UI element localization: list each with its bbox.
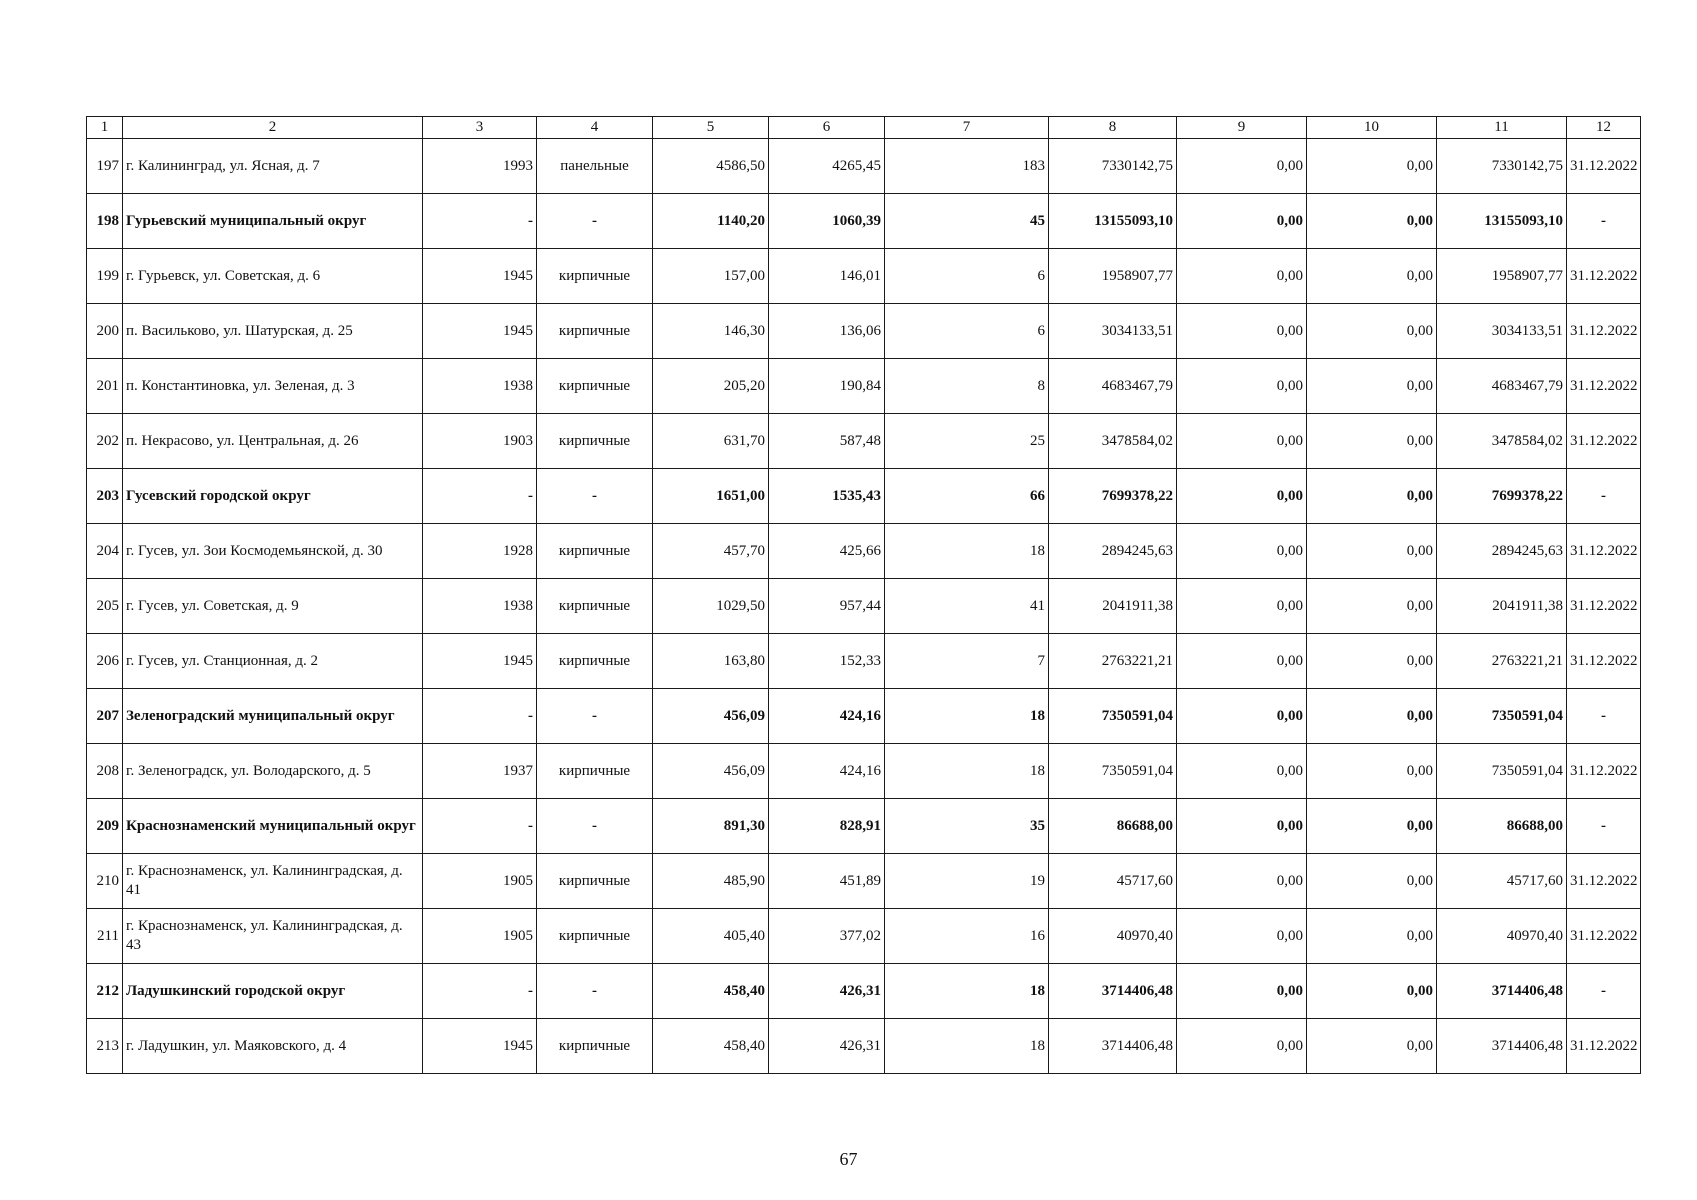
value-cell-col8: 7699378,22 — [1049, 469, 1177, 524]
year-cell: 1945 — [423, 249, 537, 304]
housing-register-table — [86, 116, 1641, 1074]
value-cell-col9: 0,00 — [1177, 634, 1307, 689]
value-cell-col6: 828,91 — [769, 799, 885, 854]
value-cell-col9: 0,00 — [1177, 359, 1307, 414]
page-number: 67 — [839, 1149, 858, 1169]
row-number-cell: 209 — [87, 799, 123, 854]
value-cell-col8: 3478584,02 — [1049, 414, 1177, 469]
value-cell-col11: 2041911,38 — [1437, 579, 1567, 634]
value-cell-col8: 2763221,21 — [1049, 634, 1177, 689]
table-row — [87, 634, 1641, 689]
value-cell-col8: 3034133,51 — [1049, 304, 1177, 359]
value-cell-col9: 0,00 — [1177, 744, 1307, 799]
wall-material-cell: - — [537, 689, 653, 744]
value-cell-col10: 0,00 — [1307, 194, 1437, 249]
value-cell-col9: 0,00 — [1177, 854, 1307, 909]
value-cell-col7: 18 — [885, 744, 1049, 799]
row-number-cell: 210 — [87, 854, 123, 909]
value-cell-col9: 0,00 — [1177, 469, 1307, 524]
address-cell: г. Ладушкин, ул. Маяковского, д. 4 — [123, 1019, 423, 1074]
year-cell: - — [423, 469, 537, 524]
value-cell-col8: 3714406,48 — [1049, 964, 1177, 1019]
row-number-cell: 199 — [87, 249, 123, 304]
value-cell-col10: 0,00 — [1307, 469, 1437, 524]
value-cell-col7: 7 — [885, 634, 1049, 689]
value-cell-col7: 6 — [885, 304, 1049, 359]
wall-material-cell: кирпичные — [537, 249, 653, 304]
value-cell-col7: 18 — [885, 964, 1049, 1019]
value-cell-col11: 3034133,51 — [1437, 304, 1567, 359]
row-number-cell: 213 — [87, 1019, 123, 1074]
value-cell-col11: 45717,60 — [1437, 854, 1567, 909]
year-cell: 1945 — [423, 1019, 537, 1074]
table-row — [87, 744, 1641, 799]
value-cell-col9: 0,00 — [1177, 414, 1307, 469]
column-header: 5 — [653, 117, 769, 139]
wall-material-cell: кирпичные — [537, 854, 653, 909]
column-header: 7 — [885, 117, 1049, 139]
value-cell-col7: 19 — [885, 854, 1049, 909]
row-number-cell: 208 — [87, 744, 123, 799]
value-cell-col7: 183 — [885, 139, 1049, 194]
value-cell-col8: 4683467,79 — [1049, 359, 1177, 414]
year-cell: 1937 — [423, 744, 537, 799]
table-subtotal-row — [87, 469, 1641, 524]
year-cell: - — [423, 194, 537, 249]
date-cell: 31.12.2022 — [1567, 359, 1641, 414]
value-cell-col6: 957,44 — [769, 579, 885, 634]
year-cell: - — [423, 799, 537, 854]
value-cell-col11: 86688,00 — [1437, 799, 1567, 854]
value-cell-col11: 3714406,48 — [1437, 964, 1567, 1019]
address-cell: п. Васильково, ул. Шатурская, д. 25 — [123, 304, 423, 359]
value-cell-col7: 66 — [885, 469, 1049, 524]
value-cell-col5: 1029,50 — [653, 579, 769, 634]
value-cell-col10: 0,00 — [1307, 304, 1437, 359]
value-cell-col8: 1958907,77 — [1049, 249, 1177, 304]
value-cell-col6: 146,01 — [769, 249, 885, 304]
date-cell: 31.12.2022 — [1567, 854, 1641, 909]
address-cell: Краснознаменский муниципальный округ — [123, 799, 423, 854]
value-cell-col10: 0,00 — [1307, 359, 1437, 414]
value-cell-col6: 377,02 — [769, 909, 885, 964]
value-cell-col9: 0,00 — [1177, 139, 1307, 194]
value-cell-col8: 7350591,04 — [1049, 689, 1177, 744]
row-number-cell: 201 — [87, 359, 123, 414]
value-cell-col5: 4586,50 — [653, 139, 769, 194]
year-cell: 1938 — [423, 579, 537, 634]
value-cell-col9: 0,00 — [1177, 909, 1307, 964]
value-cell-col6: 1535,43 — [769, 469, 885, 524]
value-cell-col6: 136,06 — [769, 304, 885, 359]
table-row — [87, 249, 1641, 304]
value-cell-col11: 4683467,79 — [1437, 359, 1567, 414]
value-cell-col7: 41 — [885, 579, 1049, 634]
value-cell-col5: 458,40 — [653, 1019, 769, 1074]
row-number-cell: 198 — [87, 194, 123, 249]
date-cell: 31.12.2022 — [1567, 304, 1641, 359]
date-cell: 31.12.2022 — [1567, 579, 1641, 634]
date-cell: - — [1567, 964, 1641, 1019]
value-cell-col10: 0,00 — [1307, 744, 1437, 799]
value-cell-col6: 451,89 — [769, 854, 885, 909]
column-header: 1 — [87, 117, 123, 139]
wall-material-cell: - — [537, 964, 653, 1019]
value-cell-col9: 0,00 — [1177, 304, 1307, 359]
column-number-header-row — [87, 117, 1641, 139]
wall-material-cell: кирпичные — [537, 359, 653, 414]
date-cell: 31.12.2022 — [1567, 139, 1641, 194]
date-cell: - — [1567, 689, 1641, 744]
year-cell: 1903 — [423, 414, 537, 469]
value-cell-col10: 0,00 — [1307, 249, 1437, 304]
date-cell: - — [1567, 469, 1641, 524]
value-cell-col7: 25 — [885, 414, 1049, 469]
value-cell-col9: 0,00 — [1177, 1019, 1307, 1074]
row-number-cell: 206 — [87, 634, 123, 689]
address-cell: г. Гусев, ул. Станционная, д. 2 — [123, 634, 423, 689]
year-cell: 1938 — [423, 359, 537, 414]
value-cell-col9: 0,00 — [1177, 524, 1307, 579]
row-number-cell: 200 — [87, 304, 123, 359]
value-cell-col6: 426,31 — [769, 964, 885, 1019]
date-cell: - — [1567, 799, 1641, 854]
value-cell-col8: 7330142,75 — [1049, 139, 1177, 194]
table-row — [87, 524, 1641, 579]
value-cell-col11: 2763221,21 — [1437, 634, 1567, 689]
value-cell-col5: 457,70 — [653, 524, 769, 579]
value-cell-col10: 0,00 — [1307, 964, 1437, 1019]
value-cell-col6: 424,16 — [769, 744, 885, 799]
wall-material-cell: - — [537, 194, 653, 249]
value-cell-col6: 4265,45 — [769, 139, 885, 194]
value-cell-col8: 7350591,04 — [1049, 744, 1177, 799]
value-cell-col7: 18 — [885, 524, 1049, 579]
address-cell: Гурьевский муниципальный округ — [123, 194, 423, 249]
value-cell-col7: 18 — [885, 1019, 1049, 1074]
value-cell-col6: 1060,39 — [769, 194, 885, 249]
value-cell-col7: 35 — [885, 799, 1049, 854]
year-cell: 1945 — [423, 304, 537, 359]
value-cell-col8: 2894245,63 — [1049, 524, 1177, 579]
column-header: 10 — [1307, 117, 1437, 139]
year-cell: 1905 — [423, 854, 537, 909]
value-cell-col7: 8 — [885, 359, 1049, 414]
value-cell-col9: 0,00 — [1177, 249, 1307, 304]
value-cell-col10: 0,00 — [1307, 634, 1437, 689]
value-cell-col8: 13155093,10 — [1049, 194, 1177, 249]
column-header: 6 — [769, 117, 885, 139]
address-cell: Ладушкинский городской округ — [123, 964, 423, 1019]
value-cell-col9: 0,00 — [1177, 799, 1307, 854]
value-cell-col5: 405,40 — [653, 909, 769, 964]
column-header: 2 — [123, 117, 423, 139]
table-row — [87, 359, 1641, 414]
table-row — [87, 854, 1641, 909]
year-cell: - — [423, 964, 537, 1019]
value-cell-col6: 152,33 — [769, 634, 885, 689]
value-cell-col11: 13155093,10 — [1437, 194, 1567, 249]
table-row — [87, 1019, 1641, 1074]
value-cell-col5: 456,09 — [653, 689, 769, 744]
year-cell: 1905 — [423, 909, 537, 964]
value-cell-col5: 458,40 — [653, 964, 769, 1019]
date-cell: 31.12.2022 — [1567, 414, 1641, 469]
date-cell: 31.12.2022 — [1567, 249, 1641, 304]
value-cell-col11: 1958907,77 — [1437, 249, 1567, 304]
wall-material-cell: кирпичные — [537, 909, 653, 964]
table-subtotal-row — [87, 194, 1641, 249]
value-cell-col10: 0,00 — [1307, 139, 1437, 194]
value-cell-col5: 163,80 — [653, 634, 769, 689]
row-number-cell: 207 — [87, 689, 123, 744]
value-cell-col5: 456,09 — [653, 744, 769, 799]
date-cell: - — [1567, 194, 1641, 249]
value-cell-col11: 40970,40 — [1437, 909, 1567, 964]
date-cell: 31.12.2022 — [1567, 634, 1641, 689]
value-cell-col7: 45 — [885, 194, 1049, 249]
row-number-cell: 197 — [87, 139, 123, 194]
date-cell: 31.12.2022 — [1567, 524, 1641, 579]
wall-material-cell: - — [537, 799, 653, 854]
address-cell: г. Гусев, ул. Зои Космодемьянской, д. 30 — [123, 524, 423, 579]
address-cell: п. Константиновка, ул. Зеленая, д. 3 — [123, 359, 423, 414]
value-cell-col9: 0,00 — [1177, 194, 1307, 249]
value-cell-col9: 0,00 — [1177, 579, 1307, 634]
year-cell: - — [423, 689, 537, 744]
value-cell-col5: 1651,00 — [653, 469, 769, 524]
year-cell: 1993 — [423, 139, 537, 194]
value-cell-col5: 631,70 — [653, 414, 769, 469]
address-cell: п. Некрасово, ул. Центральная, д. 26 — [123, 414, 423, 469]
value-cell-col11: 7350591,04 — [1437, 689, 1567, 744]
table-subtotal-row — [87, 799, 1641, 854]
table-row — [87, 579, 1641, 634]
value-cell-col11: 7350591,04 — [1437, 744, 1567, 799]
value-cell-col11: 7330142,75 — [1437, 139, 1567, 194]
wall-material-cell: панельные — [537, 139, 653, 194]
value-cell-col5: 891,30 — [653, 799, 769, 854]
row-number-cell: 211 — [87, 909, 123, 964]
date-cell: 31.12.2022 — [1567, 909, 1641, 964]
column-header: 9 — [1177, 117, 1307, 139]
row-number-cell: 205 — [87, 579, 123, 634]
value-cell-col10: 0,00 — [1307, 524, 1437, 579]
value-cell-col6: 587,48 — [769, 414, 885, 469]
value-cell-col11: 3478584,02 — [1437, 414, 1567, 469]
value-cell-col10: 0,00 — [1307, 414, 1437, 469]
value-cell-col8: 2041911,38 — [1049, 579, 1177, 634]
value-cell-col6: 425,66 — [769, 524, 885, 579]
value-cell-col9: 0,00 — [1177, 964, 1307, 1019]
address-cell: г. Калининград, ул. Ясная, д. 7 — [123, 139, 423, 194]
wall-material-cell: кирпичные — [537, 524, 653, 579]
value-cell-col5: 1140,20 — [653, 194, 769, 249]
year-cell: 1928 — [423, 524, 537, 579]
value-cell-col5: 146,30 — [653, 304, 769, 359]
table-row — [87, 304, 1641, 359]
address-cell: г. Краснознаменск, ул. Калининградская, д. 43 — [123, 909, 423, 964]
address-cell: г. Гусев, ул. Советская, д. 9 — [123, 579, 423, 634]
document-sheet — [86, 116, 1640, 1074]
table-body — [87, 139, 1641, 1074]
value-cell-col10: 0,00 — [1307, 689, 1437, 744]
row-number-cell: 202 — [87, 414, 123, 469]
address-cell: г. Краснознаменск, ул. Калининградская, д. 41 — [123, 854, 423, 909]
wall-material-cell: кирпичные — [537, 304, 653, 359]
value-cell-col7: 6 — [885, 249, 1049, 304]
table-subtotal-row — [87, 964, 1641, 1019]
value-cell-col6: 424,16 — [769, 689, 885, 744]
value-cell-col5: 205,20 — [653, 359, 769, 414]
row-number-cell: 203 — [87, 469, 123, 524]
table-row — [87, 414, 1641, 469]
address-cell: Гусевский городской округ — [123, 469, 423, 524]
value-cell-col9: 0,00 — [1177, 689, 1307, 744]
table-row — [87, 909, 1641, 964]
value-cell-col7: 18 — [885, 689, 1049, 744]
wall-material-cell: кирпичные — [537, 1019, 653, 1074]
date-cell: 31.12.2022 — [1567, 1019, 1641, 1074]
value-cell-col6: 190,84 — [769, 359, 885, 414]
table-row — [87, 139, 1641, 194]
wall-material-cell: кирпичные — [537, 414, 653, 469]
column-header: 11 — [1437, 117, 1567, 139]
wall-material-cell: кирпичные — [537, 579, 653, 634]
value-cell-col8: 86688,00 — [1049, 799, 1177, 854]
address-cell: г. Гурьевск, ул. Советская, д. 6 — [123, 249, 423, 304]
value-cell-col6: 426,31 — [769, 1019, 885, 1074]
value-cell-col11: 2894245,63 — [1437, 524, 1567, 579]
value-cell-col8: 40970,40 — [1049, 909, 1177, 964]
value-cell-col10: 0,00 — [1307, 799, 1437, 854]
column-header: 4 — [537, 117, 653, 139]
wall-material-cell: кирпичные — [537, 634, 653, 689]
year-cell: 1945 — [423, 634, 537, 689]
column-header: 8 — [1049, 117, 1177, 139]
address-cell: Зеленоградский муниципальный округ — [123, 689, 423, 744]
wall-material-cell: кирпичные — [537, 744, 653, 799]
value-cell-col8: 45717,60 — [1049, 854, 1177, 909]
wall-material-cell: - — [537, 469, 653, 524]
value-cell-col10: 0,00 — [1307, 909, 1437, 964]
date-cell: 31.12.2022 — [1567, 744, 1641, 799]
value-cell-col10: 0,00 — [1307, 579, 1437, 634]
value-cell-col10: 0,00 — [1307, 1019, 1437, 1074]
value-cell-col11: 7699378,22 — [1437, 469, 1567, 524]
value-cell-col7: 16 — [885, 909, 1049, 964]
address-cell: г. Зеленоградск, ул. Володарского, д. 5 — [123, 744, 423, 799]
value-cell-col10: 0,00 — [1307, 854, 1437, 909]
value-cell-col8: 3714406,48 — [1049, 1019, 1177, 1074]
value-cell-col5: 157,00 — [653, 249, 769, 304]
table-subtotal-row — [87, 689, 1641, 744]
column-header: 3 — [423, 117, 537, 139]
row-number-cell: 204 — [87, 524, 123, 579]
column-header: 12 — [1567, 117, 1641, 139]
row-number-cell: 212 — [87, 964, 123, 1019]
value-cell-col11: 3714406,48 — [1437, 1019, 1567, 1074]
value-cell-col5: 485,90 — [653, 854, 769, 909]
